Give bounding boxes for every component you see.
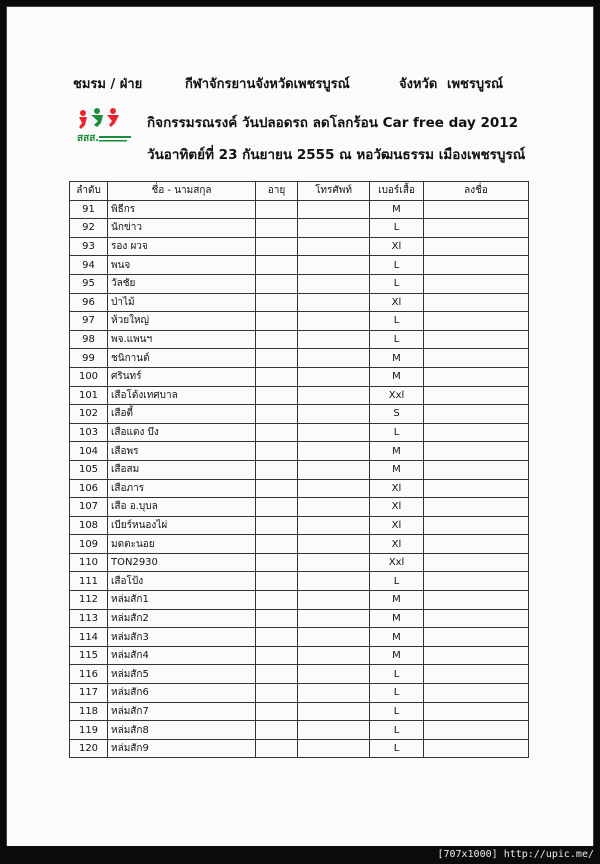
table-row [70,460,529,479]
signature-cell [424,609,529,628]
table-row [70,609,529,628]
phone-cell [298,386,370,405]
phone-cell [298,274,370,293]
signature-cell [424,535,529,554]
no-cell: 95 [70,274,108,293]
signature-cell [424,684,529,703]
table-row [70,330,529,349]
name-cell: พิธีกร [108,200,256,219]
name-cell: หล่มสัก6 [108,684,256,703]
table-row [70,684,529,703]
shirt-size-cell: Xl [370,237,424,256]
age-cell [256,293,298,312]
shirt-size-cell: M [370,349,424,368]
no-cell: 107 [70,498,108,517]
table-row [70,721,529,740]
document-page [6,6,594,848]
phone-cell [298,237,370,256]
signature-cell [424,274,529,293]
age-cell [256,479,298,498]
sss-logo [75,107,133,149]
name-cell: หล่มสัก8 [108,721,256,740]
table-row [70,386,529,405]
age-cell [256,330,298,349]
table-row [70,479,529,498]
name-cell: เสือแดง บึง [108,423,256,442]
table-header-row [70,182,529,201]
event-date: วันอาทิตย์ที่ 23 กันยายน 2555 ณ หอวัฒนธรรม เมืองเพชรบูรณ์ [147,147,526,163]
shirt-size-cell: L [370,684,424,703]
no-cell: 100 [70,367,108,386]
no-cell: 93 [70,237,108,256]
name-cell: ชนิกานต์ [108,349,256,368]
logo-text: สสส. [77,133,100,144]
shirt-size-cell: M [370,628,424,647]
name-cell: หล่มสัก2 [108,609,256,628]
signature-cell [424,628,529,647]
phone-cell [298,256,370,275]
table-row [70,665,529,684]
phone-cell [298,721,370,740]
phone-cell [298,293,370,312]
age-cell [256,200,298,219]
table-row [70,442,529,461]
shirt-size-cell: M [370,460,424,479]
signature-cell [424,367,529,386]
col-header-signature: ลงชื่อ [424,182,529,201]
phone-cell [298,405,370,424]
club-label: ชมรม / ฝ่าย [73,77,143,92]
age-cell [256,591,298,610]
signature-cell [424,349,529,368]
shirt-size-cell: L [370,274,424,293]
age-cell [256,684,298,703]
shirt-size-cell: Xl [370,535,424,554]
no-cell: 91 [70,200,108,219]
table-row [70,591,529,610]
shirt-size-cell: Xxl [370,553,424,572]
table-row [70,498,529,517]
signature-cell [424,330,529,349]
name-cell: หล่มสัก9 [108,739,256,758]
shirt-size-cell: M [370,442,424,461]
no-cell: 97 [70,312,108,331]
no-cell: 96 [70,293,108,312]
table-row [70,293,529,312]
table-row [70,516,529,535]
age-cell [256,628,298,647]
no-cell: 117 [70,684,108,703]
signature-cell [424,423,529,442]
phone-cell [298,684,370,703]
phone-cell [298,479,370,498]
age-cell [256,367,298,386]
shirt-size-cell: M [370,609,424,628]
no-cell: 101 [70,386,108,405]
no-cell: 102 [70,405,108,424]
signature-cell [424,721,529,740]
no-cell: 110 [70,553,108,572]
phone-cell [298,460,370,479]
signature-cell [424,237,529,256]
signature-cell [424,460,529,479]
signature-cell [424,572,529,591]
club-value: กีฬาจักรยานจังหวัดเพชรบูรณ์ [185,77,350,92]
phone-cell [298,367,370,386]
shirt-size-cell: L [370,256,424,275]
phone-cell [298,200,370,219]
name-cell: เสือโด้งเทศบาล [108,386,256,405]
table-row [70,535,529,554]
age-cell [256,572,298,591]
age-cell [256,237,298,256]
name-cell: หล่มสัก3 [108,628,256,647]
signature-cell [424,200,529,219]
name-cell: เสือภาร [108,479,256,498]
name-cell: หล่มสัก7 [108,702,256,721]
age-cell [256,609,298,628]
name-cell: หล่มสัก1 [108,591,256,610]
no-cell: 99 [70,349,108,368]
name-cell: เสือสม [108,460,256,479]
phone-cell [298,553,370,572]
phone-cell [298,739,370,758]
table-row [70,423,529,442]
phone-cell [298,219,370,238]
no-cell: 118 [70,702,108,721]
no-cell: 119 [70,721,108,740]
phone-cell [298,516,370,535]
signature-cell [424,739,529,758]
phone-cell [298,349,370,368]
table-row [70,367,529,386]
name-cell: เสือพร [108,442,256,461]
signature-cell [424,665,529,684]
shirt-size-cell: L [370,423,424,442]
no-cell: 103 [70,423,108,442]
age-cell [256,665,298,684]
table-row [70,274,529,293]
signature-cell [424,293,529,312]
age-cell [256,498,298,517]
name-cell: เบียร์หนองไผ่ [108,516,256,535]
province-label: จังหวัด [399,77,438,92]
no-cell: 114 [70,628,108,647]
col-header-phone: โทรศัพท์ [298,182,370,201]
name-cell: มดตะนอย [108,535,256,554]
age-cell [256,702,298,721]
shirt-size-cell: L [370,702,424,721]
age-cell [256,721,298,740]
name-cell: TON2930 [108,553,256,572]
no-cell: 115 [70,646,108,665]
shirt-size-cell: Xl [370,479,424,498]
image-size-text: [707x1000] [437,849,498,860]
name-cell: นักข่าว [108,219,256,238]
shirt-size-cell: M [370,200,424,219]
event-title: กิจกรรมรณรงค์ วันปลอดรถ ลดโลกร้อน Car free day 2012 [147,115,519,131]
table-row [70,312,529,331]
name-cell: เสือโป้ง [108,572,256,591]
age-cell [256,739,298,758]
age-cell [256,423,298,442]
signature-cell [424,553,529,572]
name-cell: หล่มสัก5 [108,665,256,684]
no-cell: 120 [70,739,108,758]
age-cell [256,349,298,368]
table-row [70,256,529,275]
phone-cell [298,535,370,554]
no-cell: 98 [70,330,108,349]
age-cell [256,256,298,275]
name-cell: รอง ผวจ [108,237,256,256]
shirt-size-cell: L [370,312,424,331]
shirt-size-cell: M [370,367,424,386]
registration-table [69,181,529,758]
shirt-size-cell: L [370,219,424,238]
table-row [70,553,529,572]
signature-cell [424,312,529,331]
name-cell: ศรินทร์ [108,367,256,386]
phone-cell [298,312,370,331]
shirt-size-cell: L [370,330,424,349]
shirt-size-cell: Xl [370,516,424,535]
image-host-link[interactable]: http://upic.me/ [503,849,594,860]
table-row [70,739,529,758]
no-cell: 105 [70,460,108,479]
no-cell: 116 [70,665,108,684]
phone-cell [298,423,370,442]
signature-cell [424,442,529,461]
phone-cell [298,609,370,628]
table-row [70,405,529,424]
phone-cell [298,702,370,721]
signature-cell [424,405,529,424]
shirt-size-cell: L [370,572,424,591]
no-cell: 108 [70,516,108,535]
shirt-size-cell: M [370,646,424,665]
name-cell: ป่าไม้ [108,293,256,312]
table-row [70,646,529,665]
phone-cell [298,646,370,665]
no-cell: 109 [70,535,108,554]
signature-cell [424,219,529,238]
age-cell [256,274,298,293]
age-cell [256,405,298,424]
signature-cell [424,386,529,405]
age-cell [256,442,298,461]
shirt-size-cell: M [370,591,424,610]
table-row [70,702,529,721]
phone-cell [298,330,370,349]
phone-cell [298,591,370,610]
age-cell [256,516,298,535]
shirt-size-cell: L [370,739,424,758]
no-cell: 106 [70,479,108,498]
no-cell: 112 [70,591,108,610]
table-row [70,219,529,238]
no-cell: 113 [70,609,108,628]
no-cell: 94 [70,256,108,275]
age-cell [256,460,298,479]
signature-cell [424,702,529,721]
table-row [70,572,529,591]
shirt-size-cell: Xxl [370,386,424,405]
signature-cell [424,479,529,498]
name-cell: เสือตี้ [108,405,256,424]
phone-cell [298,665,370,684]
shirt-size-cell: Xl [370,293,424,312]
age-cell [256,535,298,554]
signature-cell [424,591,529,610]
table-row [70,237,529,256]
phone-cell [298,442,370,461]
no-cell: 92 [70,219,108,238]
no-cell: 104 [70,442,108,461]
signature-cell [424,498,529,517]
age-cell [256,386,298,405]
col-header-age: อายุ [256,182,298,201]
name-cell: เสือ อ.บุบล [108,498,256,517]
col-header-shirt-size: เบอร์เสื้อ [370,182,424,201]
col-header-name: ชื่อ - นามสกุล [108,182,256,201]
name-cell: ห้วยใหญ่ [108,312,256,331]
table-row [70,200,529,219]
age-cell [256,646,298,665]
shirt-size-cell: L [370,665,424,684]
signature-cell [424,646,529,665]
name-cell: พจ.แพนฯ [108,330,256,349]
phone-cell [298,628,370,647]
no-cell: 111 [70,572,108,591]
col-header-no: ลำดับ [70,182,108,201]
age-cell [256,312,298,331]
province-value: เพชรบูรณ์ [447,77,504,92]
shirt-size-cell: Xl [370,498,424,517]
signature-cell [424,256,529,275]
age-cell [256,219,298,238]
table-body [70,200,529,758]
table-row [70,628,529,647]
table-row [70,349,529,368]
name-cell: หล่มสัก4 [108,646,256,665]
phone-cell [298,498,370,517]
name-cell: วัลชัย [108,274,256,293]
signature-cell [424,516,529,535]
shirt-size-cell: S [370,405,424,424]
age-cell [256,553,298,572]
image-host-footer [0,846,600,864]
shirt-size-cell: L [370,721,424,740]
phone-cell [298,572,370,591]
name-cell: พนจ [108,256,256,275]
